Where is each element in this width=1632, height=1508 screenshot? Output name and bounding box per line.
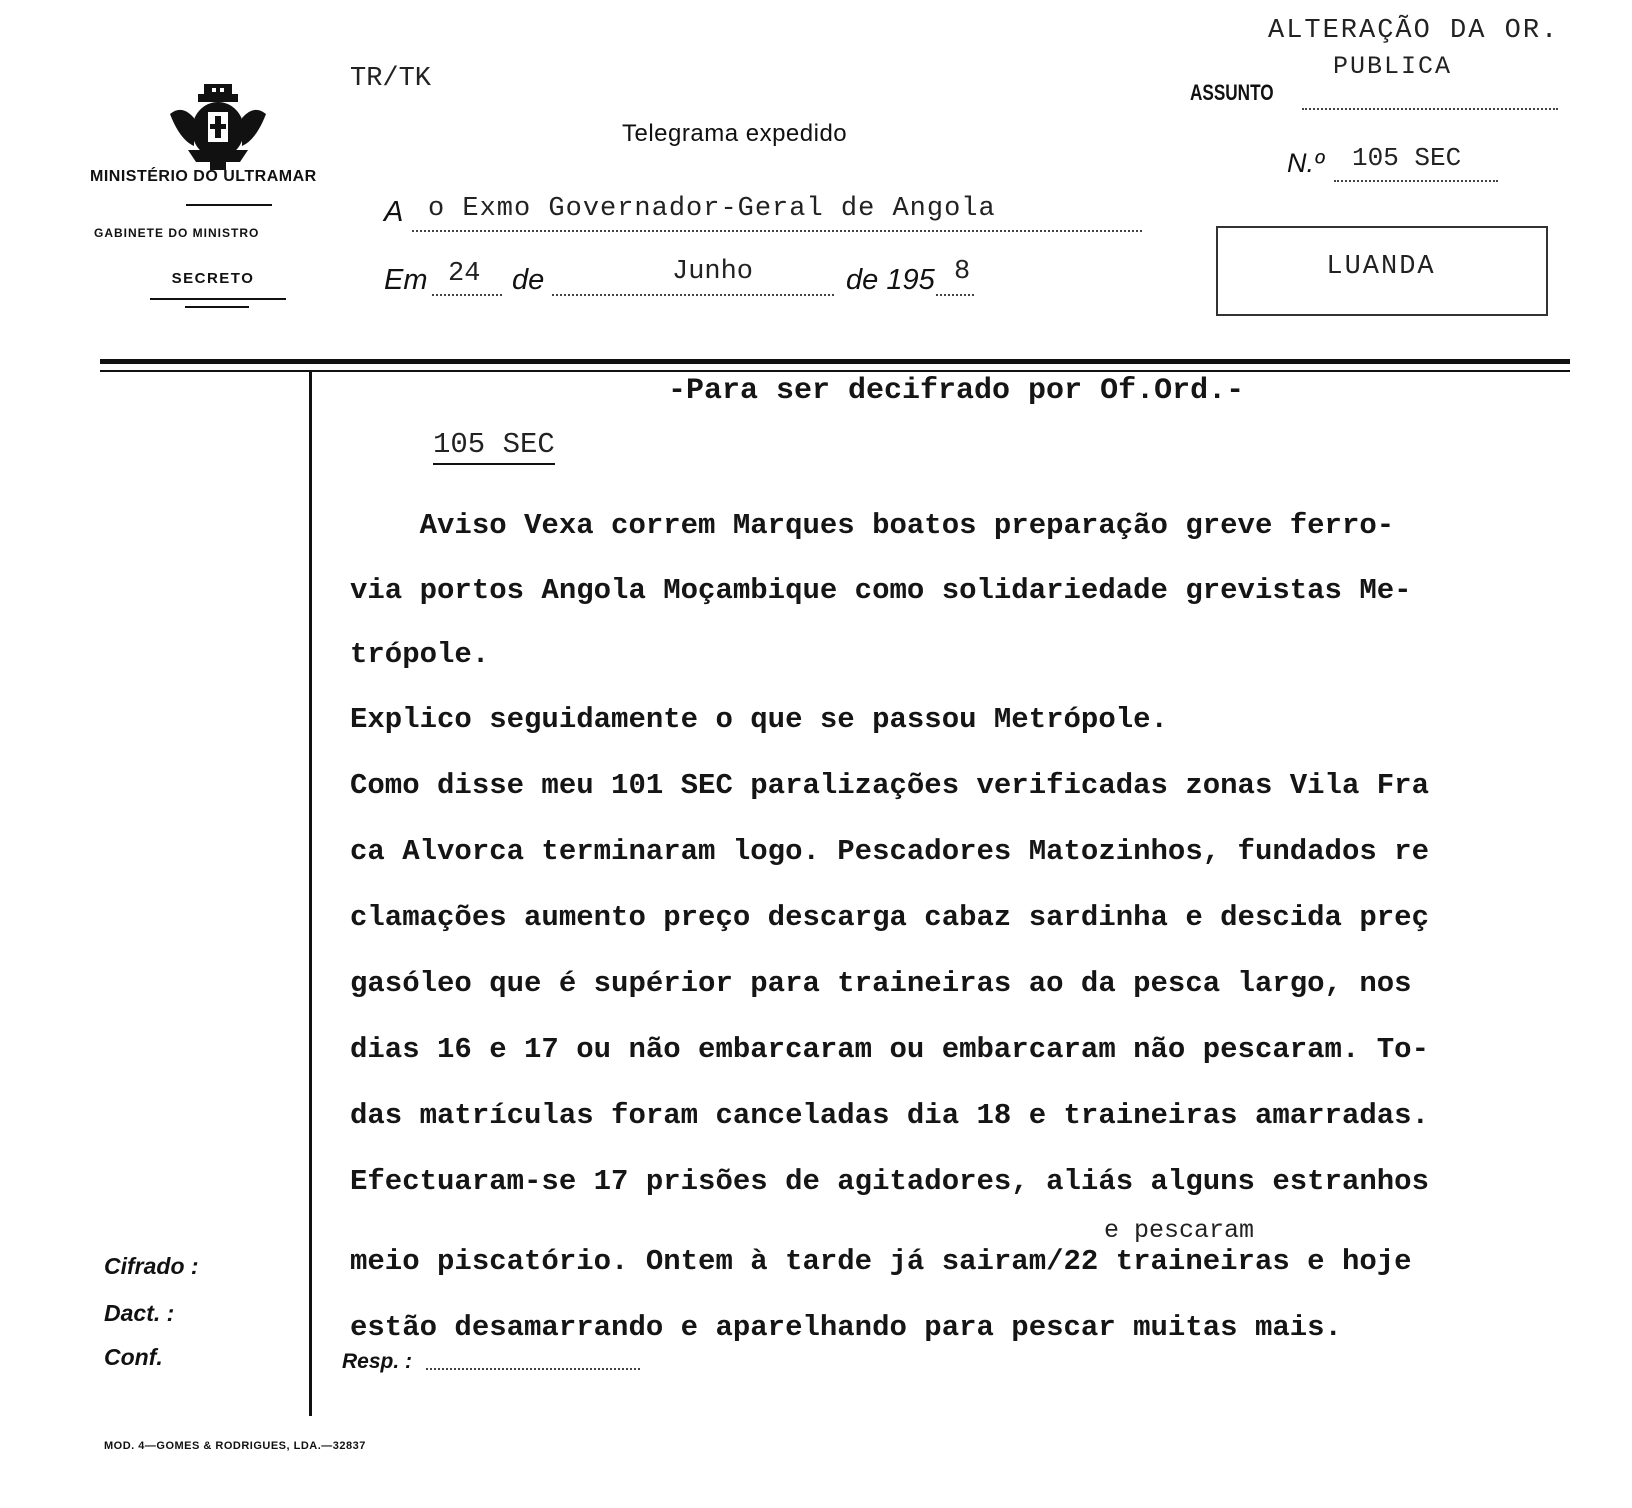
body-line: meio piscatório. Ontem à tarde já sairam/22 traineiras e hoje [350, 1245, 1412, 1278]
subject-dotted-line [1302, 108, 1558, 110]
margin-rule [309, 372, 312, 1416]
body-line: Explico seguidamente o que se passou Metrópole. [350, 703, 1168, 736]
date-year-digit: 8 [954, 257, 971, 287]
body-line: Aviso Vexa correm Marques boatos preparação greve ferro- [350, 509, 1395, 542]
recipient-label: A [384, 196, 404, 228]
date-year-label: de 195 [846, 264, 935, 296]
ministry-name: MINISTÉRIO DO ULTRAMAR [90, 168, 317, 185]
date-month-line [552, 294, 834, 296]
recipient-value: o Exmo Governador-Geral de Angola [428, 194, 996, 224]
number-value: 105 SEC [1352, 143, 1462, 173]
number-label: N.º [1287, 148, 1324, 178]
resp-label: Resp. : [342, 1350, 413, 1373]
body-line: estão desamarrando e aparelhando para pescar muitas mais. [350, 1311, 1342, 1344]
cifrado-label: Cifrado : [104, 1253, 199, 1279]
conf-label: Conf. [104, 1344, 163, 1370]
resp-dotted-line [426, 1368, 640, 1370]
handwritten-insertion: e pescaram [1104, 1216, 1255, 1245]
date-day: 24 [448, 259, 481, 289]
document-title: Telegrama expedido [622, 120, 848, 147]
subject-line-2: PUBLICA [1333, 52, 1453, 81]
date-day-line [432, 294, 502, 296]
date-year-line [936, 294, 974, 296]
date-em-label: Em [384, 264, 428, 296]
form-footer: MOD. 4—GOMES & RODRIGUES, LDA.—32837 [104, 1440, 366, 1452]
body-line: clamações aumento preço descarga cabaz sardinha e descida preç [350, 901, 1429, 934]
divider [186, 204, 272, 206]
reference-code: TR/TK [350, 64, 432, 94]
body-line: gasóleo que é supérior para traineiras ao da pesca largo, nos [350, 967, 1412, 1000]
classification-label: SECRETO [171, 270, 255, 287]
coat-of-arms-seal [168, 84, 268, 172]
body-line: Como disse meu 101 SEC paralizações verificadas zonas Vila Fra [350, 769, 1429, 802]
divider [185, 306, 249, 308]
recipient-dotted-line [412, 230, 1142, 232]
body-line: ca Alvorca terminaram logo. Pescadores Matozinhos, fundados re [350, 835, 1429, 868]
body-line: das matrículas foram canceladas dia 18 e traineiras amarradas. [350, 1099, 1429, 1132]
header-rule-thick [100, 359, 1570, 364]
date-de-label: de [512, 264, 545, 296]
number-dotted-line [1334, 180, 1498, 182]
divider [150, 298, 286, 300]
date-month: Junho [672, 257, 754, 287]
subject-label: ASSUNTO [1190, 80, 1274, 105]
body-line: dias 16 e 17 ou não embarcaram ou embarcaram não pescaram. To- [350, 1033, 1429, 1066]
destination-city: LUANDA [1326, 252, 1436, 282]
decipher-instruction: -Para ser decifrado por Of.Ord.- [668, 374, 1245, 408]
body-line: trópole. [350, 638, 490, 671]
header-rule-thin [100, 370, 1570, 372]
cabinet-name: GABINETE DO MINISTRO [94, 226, 260, 240]
message-reference: 105 SEC [433, 428, 555, 465]
body-line: via portos Angola Moçambique como solidariedade grevistas Me- [350, 574, 1412, 607]
subject-line-1: ALTERAÇÃO DA OR. [1268, 16, 1560, 46]
dact-label: Dact. : [104, 1300, 175, 1326]
body-line: Efectuaram-se 17 prisões de agitadores, aliás alguns estranhos [350, 1165, 1429, 1198]
